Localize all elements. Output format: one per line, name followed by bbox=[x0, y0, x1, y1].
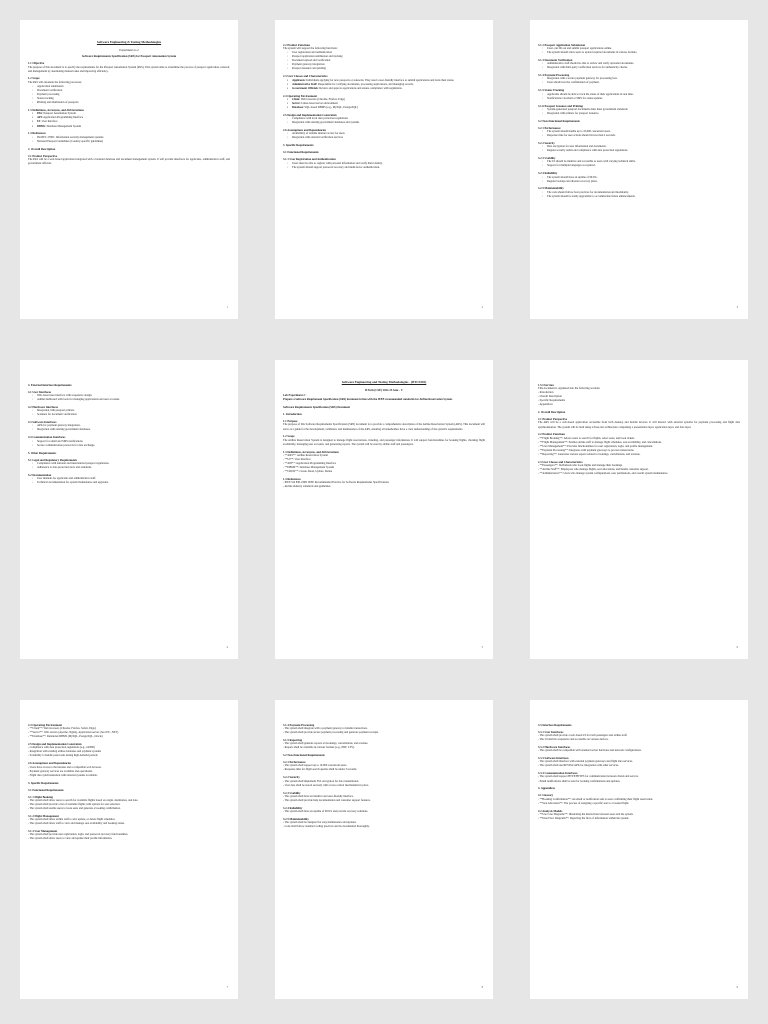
section-heading: 1.1 Purpose bbox=[283, 419, 298, 424]
bullet-item: ◦ Document verification bbox=[28, 89, 230, 93]
section-heading: 3.1.5 Reporting bbox=[283, 737, 303, 742]
bullet-item: ◦ System-generated passport documents must meet government standards. bbox=[538, 108, 740, 112]
bullet-item: ◦ Integration with third-party verification services for authenticity checks. bbox=[538, 66, 740, 70]
bullet-item: ◦ Users should receive confirmation of payment. bbox=[538, 81, 740, 85]
term-label: Client bbox=[292, 97, 300, 101]
list-item: - **Database**: Relational DBMS (MySQL, PostgreSQL, Oracle) bbox=[28, 735, 103, 739]
paragraph: The Airline Reservation System is designed to manage flight reservations, ticketing, and passenger information. It will support functionalities for booking flights, checking flight availability, managing user accounts, and generating reports. The system will be used by airline staff and passengers. bbox=[283, 438, 485, 446]
list-item: - The system shall be designed for easy maintenance and updates. bbox=[283, 821, 357, 825]
list-item: - The system shall allow users to search for available flights based on origin, destination, and date. bbox=[28, 798, 139, 802]
section-heading: 3.2.2 Security bbox=[538, 140, 555, 145]
section-heading: 1.3 Definitions, Acronyms, and Abbreviations bbox=[28, 108, 84, 113]
section-heading: 2.2 Product Functions bbox=[538, 432, 566, 437]
section-heading: 2.5 Design and Implementation Constraints bbox=[28, 742, 82, 747]
document-page bbox=[275, 20, 493, 319]
bullet-item: ◦ The system should be easily upgradable to accommodate future enhancements. bbox=[538, 195, 740, 199]
list-item: - The system shall allow users to view and update their profile information. bbox=[28, 837, 113, 841]
section-heading: 3.3.3 Software Interfaces bbox=[538, 756, 569, 761]
bullet-item bbox=[28, 125, 230, 129]
bullet-item: ◦ The system should handle up to 10,000 concurrent users. bbox=[538, 130, 740, 134]
page-number: 8 bbox=[481, 986, 483, 989]
list-item: - The system shall support up to 10,000 concurrent users. bbox=[283, 764, 348, 768]
bullet-item: ◦ Web-based user interface with responsive design. bbox=[28, 394, 230, 398]
term-definition: : SQL-based DBMS (e.g., MySQL, PostgreSQL) bbox=[303, 106, 358, 110]
section-heading: 1.2 Scope bbox=[283, 434, 295, 439]
bullet-item: ◦ Regular backups and disaster recovery plans. bbox=[538, 180, 740, 184]
bullet-item: ◦ Scanners for document verification. bbox=[28, 413, 230, 417]
page-number: 5 bbox=[481, 646, 483, 649]
term-definition: : Responsible for verifying documents, processing applications, and managing records. bbox=[316, 82, 414, 86]
list-item: - **CRUD**: Create, Read, Update, Delete bbox=[283, 470, 333, 474]
bullet-item: ◦ Compliance with local data protection regulations bbox=[283, 117, 485, 121]
bullet-item: ◦ Technical documentation for system maintenance and upgrades. bbox=[28, 481, 230, 485]
list-item: - Introduction bbox=[538, 391, 554, 395]
term-definition: : Linux-based server environment bbox=[299, 101, 338, 105]
bullet-item: ◦ Integration with existing government databases and systems bbox=[283, 121, 485, 125]
list-item: - **DBMS**: Database Management System bbox=[283, 466, 335, 470]
list-item: - Flight data synchronization with external systems is reliable. bbox=[28, 773, 98, 777]
list-item: - Email notifications shall be sent for booking confirmations and updates. bbox=[538, 779, 621, 783]
list-item: - Integration with existing airline databases and payment systems bbox=[28, 750, 102, 754]
bullet-item: ◦ The system should support password recovery and multi-factor authentication. bbox=[283, 166, 485, 170]
section-heading: 3.1.4 Payment Processing bbox=[538, 73, 570, 78]
section-heading: 3.3.2 Hardware Interfaces bbox=[538, 744, 571, 749]
section-heading: 4. Appendices bbox=[538, 786, 556, 791]
paragraph: This document is organized into the following sections: bbox=[538, 387, 601, 390]
list-item: - The system shall provide help documentation and customer support features. bbox=[283, 798, 371, 802]
list-item: - Reports shall be available in various formats (e.g., PDF, CSV). bbox=[283, 746, 355, 750]
bullet-item: ◦ Admin dashboard with tools for managing applications and user accounts. bbox=[28, 398, 230, 402]
bullet-item: ◦ Compliance with national and international passport regulations. bbox=[28, 462, 230, 466]
list-item: - **ARS**: Airline Reservation System bbox=[283, 453, 328, 457]
bullet-item: ◦ Passport issuance and printing bbox=[283, 67, 485, 71]
section-heading: 4.2 Hardware Interfaces bbox=[28, 404, 59, 409]
list-item: - Payment gateway services are available and operational. bbox=[28, 769, 93, 773]
document-page bbox=[530, 360, 748, 659]
paragraph: The purpose of this Software Requirements Specification (SRS) document is to provide a comprehensive description of the Airline Reservation System (ARS). This document will serve as a guide for the development, validation, and maintenance of the ARS, ensuring all stakeholders have a clear understanding of the system's requirements. bbox=[283, 423, 485, 431]
list-item: - **Server**: Web servers (Apache, Nginx), Application server (Java EE, .NET) bbox=[28, 731, 119, 735]
section-heading: 3.2.5 Maintainability bbox=[538, 186, 564, 191]
term-label: DBMS bbox=[37, 124, 46, 128]
section-heading: 2.1 Product Perspective bbox=[538, 417, 568, 422]
list-item: - **Reporting**: Generates various reports related to bookings, cancellations, and revenue. bbox=[538, 453, 641, 457]
list-item: - The system shall provide secure payment processing and generate payment receipts. bbox=[283, 731, 379, 735]
document-page bbox=[275, 700, 493, 999]
section-heading: 2. Overall Description bbox=[28, 146, 56, 151]
page-number: 4 bbox=[226, 646, 228, 649]
section-heading: 4.1 User Interfaces bbox=[28, 389, 52, 394]
section-heading: 1.5 Overview bbox=[538, 382, 555, 387]
bullet-item: ◦ Applicants should be able to track the status of their applications in real time. bbox=[538, 93, 740, 97]
list-item: - **Booking Confirmation**: An email or notification sent to users confirming their flight reservation. bbox=[538, 797, 653, 801]
bullet-item: ◦ Integration with external verification services bbox=[283, 136, 485, 140]
bullet-item: ◦ Application submission bbox=[28, 85, 230, 89]
bullet-item: ◦ Users can fill out and submit passport applications online. bbox=[538, 47, 740, 51]
page-number: 6 bbox=[736, 646, 738, 649]
subtitle: Experiment no 2 bbox=[119, 47, 139, 52]
list-item: - Compliance with data protection regulations (e.g., GDPR) bbox=[28, 746, 95, 750]
section-heading: 3.2.2 Security bbox=[283, 775, 300, 780]
section-heading: 3.2.4 Reliability bbox=[538, 171, 558, 176]
list-item: - **Payment Processing**: Integrates with payment gateways to process transactions. bbox=[538, 448, 635, 452]
term-definition: : Review and approve applications and ensure compliance with regulations. bbox=[317, 86, 403, 90]
term-definition: : Passport Automation System bbox=[42, 112, 76, 116]
bullet-item: ◦ Availability of reliable internet access for users bbox=[283, 132, 485, 136]
section-heading: 3.2.3 Usability bbox=[283, 790, 301, 795]
paragraph: Lab Experiment 2 : bbox=[283, 394, 307, 398]
list-item: - The system shall allow staff to view and manage seat availability and booking status. bbox=[28, 822, 125, 826]
list-item: - The system shall provide user registration, login, and password recovery functionalities. bbox=[28, 833, 129, 837]
bullet-item: ◦ Integration with a secure payment gateway for processing fees. bbox=[538, 77, 740, 81]
section-heading: 4.2 Analysis Models bbox=[538, 808, 563, 813]
section-heading: 3.2.1 Performance bbox=[283, 760, 306, 765]
section-heading: 3.2.5 Maintainability bbox=[283, 816, 309, 821]
section-heading: 2.6 Assumptions and Dependencies bbox=[28, 761, 72, 766]
section-heading: 1.1 Objective bbox=[28, 61, 45, 66]
list-item: - **Flight Booking**: Allows users to search for flights, select seats, and book tickets. bbox=[538, 436, 635, 440]
bullet-item: ◦ Response time for user actions should be less than 2 seconds. bbox=[538, 134, 740, 138]
list-item: - Appendices bbox=[538, 403, 553, 407]
document-page bbox=[275, 360, 493, 659]
list-item: - The system shall generate reports on bookings, cancellations, and revenue. bbox=[283, 742, 369, 746]
document-title: Software Engineering and Testing Methodologies - (BTCS502) bbox=[341, 380, 427, 384]
list-item: - Scalability to handle peak loads during high-demand periods bbox=[28, 754, 98, 758]
section-heading: 3.1 Functional Requirements bbox=[283, 150, 319, 155]
section-heading: 3.1.6 Passport Issuance and Printing bbox=[538, 103, 583, 108]
list-item: - The system shall integrate with a payment gateway to handle transactions. bbox=[283, 727, 368, 730]
section-heading: 1. Introduction bbox=[283, 412, 302, 417]
section-heading: 3.1.1 Flight Booking bbox=[28, 794, 53, 799]
bullet-item: ◦ Printing and distribution of passports bbox=[28, 101, 230, 105]
bullet-item: ◦ Integration with passport printers. bbox=[28, 409, 230, 413]
bullet-item: ◦ National Passport Guidelines [Country-specific guidelines] bbox=[28, 140, 230, 144]
bullet-item: ◦ The system should have an uptime of 99.9%. bbox=[538, 176, 740, 180]
section-heading: 3.3 Interface Requirements bbox=[538, 722, 572, 727]
term-label: Server bbox=[292, 101, 300, 105]
section-heading: 3.2.1 Performance bbox=[538, 125, 561, 130]
section-heading: 4.4 Communication Interfaces bbox=[28, 435, 66, 440]
term-definition: : User Interface bbox=[40, 120, 58, 124]
document-page bbox=[530, 700, 748, 999]
list-item: - Airline industry standards and guidelines bbox=[283, 485, 331, 489]
list-item: - **Use Case Diagrams**: Illustrating the interactions between users and the system. bbox=[538, 812, 634, 816]
document-title: Software Engineering & Testing Methodologies bbox=[96, 40, 162, 44]
list-item: - Specific Requirements bbox=[538, 399, 566, 403]
bullet-item: ◦ Passport application submission and tracking bbox=[283, 55, 485, 59]
page-number: 1 bbox=[226, 306, 228, 309]
bullet-item: ◦ Secure communication protocols for data exchange. bbox=[28, 444, 230, 448]
section-heading: 1.3 Definitions, Acronyms, and Abbreviations bbox=[283, 449, 339, 454]
section-heading: 3.3.4 Communication Interfaces bbox=[538, 771, 578, 776]
term-definition: : Application Programming Interface bbox=[41, 116, 84, 120]
document-page bbox=[20, 360, 238, 659]
bullet-item: ◦ The UI should be intuitive and accessible to users with varying technical skills. bbox=[538, 160, 740, 164]
section-heading: 1.2 Scope bbox=[28, 76, 40, 81]
bullet-item: ◦ Administrative staff should be able to review and verify uploaded documents. bbox=[538, 62, 740, 66]
term-definition: : Individuals applying for new passports or renewals. They need a user-friendly interface to submit applications and track their status. bbox=[304, 78, 455, 82]
section-heading: 4. External Interface Requirements bbox=[28, 382, 72, 387]
term-label: Administrative Staff bbox=[292, 82, 317, 86]
paragraph: The PAS will be a web-based application integrated with a backend database and document management system. It will provide interfaces for applicants, administrative staff, and government officials. bbox=[28, 157, 230, 165]
section-heading: 3.2.3 Usability bbox=[538, 156, 556, 161]
term-label: API bbox=[37, 116, 42, 120]
section-heading: 3. Specific Requirements bbox=[283, 143, 314, 148]
list-item: - **Seat Allocation**: The process of assigning a specific seat to a booked flight. bbox=[538, 801, 630, 805]
bullet-item: ◦ Users must be able to register with personal information and verify their identity. bbox=[283, 162, 485, 166]
list-item: - **Flight Management**: Enables airline staff to manage flight schedules, seat availability, and cancellations. bbox=[538, 440, 662, 444]
section-heading: 2.6 Assumptions and Dependencies bbox=[283, 128, 327, 133]
bullet-item bbox=[283, 87, 485, 91]
section-heading: 1.4 References bbox=[283, 477, 301, 482]
page-number: 9 bbox=[736, 986, 738, 989]
list-item: - The system shall allow airline staff to add, update, or delete flight schedules. bbox=[28, 818, 116, 822]
list-item: - The UI shall be responsive and accessible on various devices. bbox=[538, 738, 609, 742]
section-heading: 1.4 References bbox=[28, 131, 46, 136]
list-item: - **UI**: User Interface bbox=[283, 457, 311, 461]
bullet-item: ◦ Data encryption for user information and documents. bbox=[538, 145, 740, 149]
list-item: - The system shall provide a list of available flights with options for seat selection. bbox=[28, 802, 121, 806]
list-item: - **Client**: Web browsers (Chrome, Firefox, Safari, Edge) bbox=[28, 727, 96, 730]
list-item: - **Airline Staff**: Employees who manage flights, seat allocations, and handle customer support. bbox=[538, 468, 649, 472]
section-heading: 2.2 Product Functions bbox=[283, 42, 311, 47]
section-heading: 3.2 Non-Functional Requirements bbox=[283, 753, 325, 758]
section-heading: 2.3 User Classes and Characteristics bbox=[538, 459, 583, 464]
section-heading: 3. Specific Requirements bbox=[28, 780, 59, 785]
list-item: - **Administrators**: Users who manage system configurations, user permissions, and overall system maintenance. bbox=[538, 472, 669, 476]
list-item: - **Data Flow Diagrams**: Depicting the flow of information within the system. bbox=[538, 816, 630, 820]
bullet-item: ◦ Integration with existing government databases. bbox=[28, 428, 230, 432]
bullet-item: ◦ User registration and authentication bbox=[283, 51, 485, 55]
document-page bbox=[530, 20, 748, 319]
section-heading: 3.1 Functional Requirements bbox=[28, 787, 64, 792]
bullet-item: ◦ Payment processing bbox=[28, 93, 230, 97]
paragraph: The PAS will automate the following processes: bbox=[28, 80, 82, 84]
list-item: - The system shall have an uptime of 99.9% and provide recovery solutions. bbox=[283, 809, 369, 813]
bullet-item: ◦ User manuals for applicants and administrative staff. bbox=[28, 477, 230, 481]
list-item: - User data shall be stored securely with access control mechanisms in place. bbox=[283, 783, 369, 787]
list-item: - **Passengers**: Individuals who book flights and manage their bookings. bbox=[538, 464, 623, 468]
bullet-item: ◦ The system should allow users to upload required documents in various formats. bbox=[538, 51, 740, 55]
list-item: - Users have access to the internet and a compatible web browser. bbox=[28, 765, 102, 769]
section-heading: 2.5 Design and Implementation Constraints bbox=[283, 112, 337, 117]
list-item: - The system shall enable users to book seats and generate a booking confirmation. bbox=[28, 807, 121, 811]
bullet-item: ◦ Document upload and verification bbox=[283, 59, 485, 63]
bullet-item: ◦ Support for email and SMS notifications. bbox=[28, 440, 230, 444]
bullet-item: ◦ Payment gateway integration bbox=[283, 63, 485, 67]
bullet-item: ◦ The code should follow best practices for documentation and modularity. bbox=[538, 191, 740, 195]
bullet-item: ◦ APIs for payment gateway integration. bbox=[28, 424, 230, 428]
section-heading: 2.4 Operating Environment bbox=[28, 722, 63, 727]
term-label: UI bbox=[37, 120, 41, 124]
bullet-item bbox=[283, 106, 485, 110]
term-definition: : Database Management System bbox=[45, 124, 82, 128]
term-definition: : Web browsers (Chrome, Firefox, Edge) bbox=[299, 97, 345, 101]
section-heading: 5. Other Requirements bbox=[28, 450, 57, 455]
section-heading: 3.2 Non-Functional Requirements bbox=[538, 118, 580, 123]
bullet-item: ◦ Integration with printers for passport issuance. bbox=[538, 112, 740, 116]
list-item: - The system shall support HTTP/HTTPS for communication between clients and servers. bbox=[538, 775, 639, 779]
subtitle: Software Requirements Specification (SRS) for Passport Automation System bbox=[81, 54, 177, 59]
section-heading: 5.1 Legal and Regulatory Requirements bbox=[28, 457, 78, 462]
section-heading: 4.1 Glossary bbox=[538, 793, 554, 798]
list-item: - Response time for flight search queries shall be under 3 seconds. bbox=[283, 768, 358, 772]
bullet-item: ◦ Adherence to data protection laws and standards. bbox=[28, 466, 230, 470]
bullet-item: ◦ Notifications via email or SMS for status updates. bbox=[538, 97, 740, 101]
section-heading: 3.3.1 User Interfaces bbox=[538, 729, 564, 734]
list-item: - Overall Description bbox=[538, 395, 562, 399]
list-item: - The system shall be compatible with standard server hardware and network configurations. bbox=[538, 749, 642, 753]
section-heading: 3.1.4 Payment Processing bbox=[283, 722, 315, 727]
term-label: Database bbox=[292, 106, 304, 110]
list-item: - The system shall have an intuitive and user-friendly interface. bbox=[283, 794, 354, 798]
page-number: 3 bbox=[736, 306, 738, 309]
term-label: Government Officials bbox=[292, 86, 318, 90]
section-heading: 2.1 Product Perspective bbox=[28, 153, 58, 158]
paragraph: Prepare a Software Requirement Specification (SRS) document in line with the IEEE recommended standards for Airline Reservation System. bbox=[283, 398, 453, 402]
section-heading: 4.3 Software Interfaces bbox=[28, 420, 57, 425]
term-label: PAS bbox=[37, 112, 43, 116]
section-heading: 2. Overall Description bbox=[538, 410, 566, 415]
page-number: 2 bbox=[481, 306, 483, 309]
section-heading: 3.1.2 Flight Management bbox=[28, 813, 59, 818]
list-item: - The system shall use RESTful APIs for integration with other services. bbox=[538, 764, 619, 768]
list-item: - IEEE Std 830-1998: IEEE Recommended Practice for Software Requirements Specifications bbox=[283, 481, 389, 485]
section-heading: 2.3 User Classes and Characteristics bbox=[283, 74, 328, 79]
list-item: - **API**: Application Programming Interface bbox=[283, 462, 336, 466]
section-heading: 2.4 Operating Environment bbox=[283, 93, 318, 98]
document-page bbox=[20, 700, 238, 999]
term-label: Applicants bbox=[292, 78, 305, 82]
section-heading: 3.1.2 Passport Application Submission bbox=[538, 42, 586, 47]
list-item: - **User Management**: Provides functionalities for user registration, login, and profile management. bbox=[538, 444, 653, 448]
page-number: 7 bbox=[226, 986, 228, 989]
section-heading: 3.1.3 Document Verification bbox=[538, 57, 573, 62]
bullet-item: ◦ Status tracking bbox=[28, 97, 230, 101]
paragraph: The purpose of this document is to specify the requirements for the Passport Automation System (PAS). This system aims to streamline the process of passport application, renewal, and management by automating manual tasks and improving efficiency. bbox=[28, 65, 230, 73]
section-heading: 3.1.1 User Registration and Authentication bbox=[283, 157, 336, 162]
section-heading: Software Requirements Specification (SRS) Document bbox=[283, 405, 351, 410]
bullet-item: ◦ ISO/IEC 27001: Information security management systems bbox=[28, 136, 230, 140]
list-item: - The system shall provide a web-based UI for both passengers and airline staff. bbox=[538, 734, 628, 737]
document-page bbox=[20, 20, 238, 319]
paragraph: The system will support the following functions: bbox=[283, 47, 338, 50]
section-heading: 3.1.3 User Management bbox=[28, 829, 58, 834]
subtitle: B.Tech (CSE) 2022-25 Sem - V bbox=[365, 387, 403, 392]
list-item: - Code shall follow standard coding practices and be documented thoroughly. bbox=[283, 825, 370, 829]
bullet-item: ◦ Support for multiple languages as required. bbox=[538, 164, 740, 168]
section-heading: 3.1.5 Status Tracking bbox=[538, 88, 565, 93]
list-item: - The system shall implement SSL encryption for data transmission. bbox=[283, 779, 359, 783]
paragraph: The ARS will be a web-based application accessible from both desktop and mobile devices. It will interact with external systems for payment processing and flight data synchronization. The system will be built using a three-tier architecture comprising a presentation layer, application layer, and data layer. bbox=[538, 421, 740, 429]
list-item: - The system shall interface with external payment gateways and flight data services. bbox=[538, 760, 633, 764]
bullet-item: ◦ Regular security audits and compliance with data protection regulations. bbox=[538, 149, 740, 153]
section-heading: 3.2.4 Reliability bbox=[283, 805, 303, 810]
section-heading: 5.2 Documentation bbox=[28, 472, 52, 477]
